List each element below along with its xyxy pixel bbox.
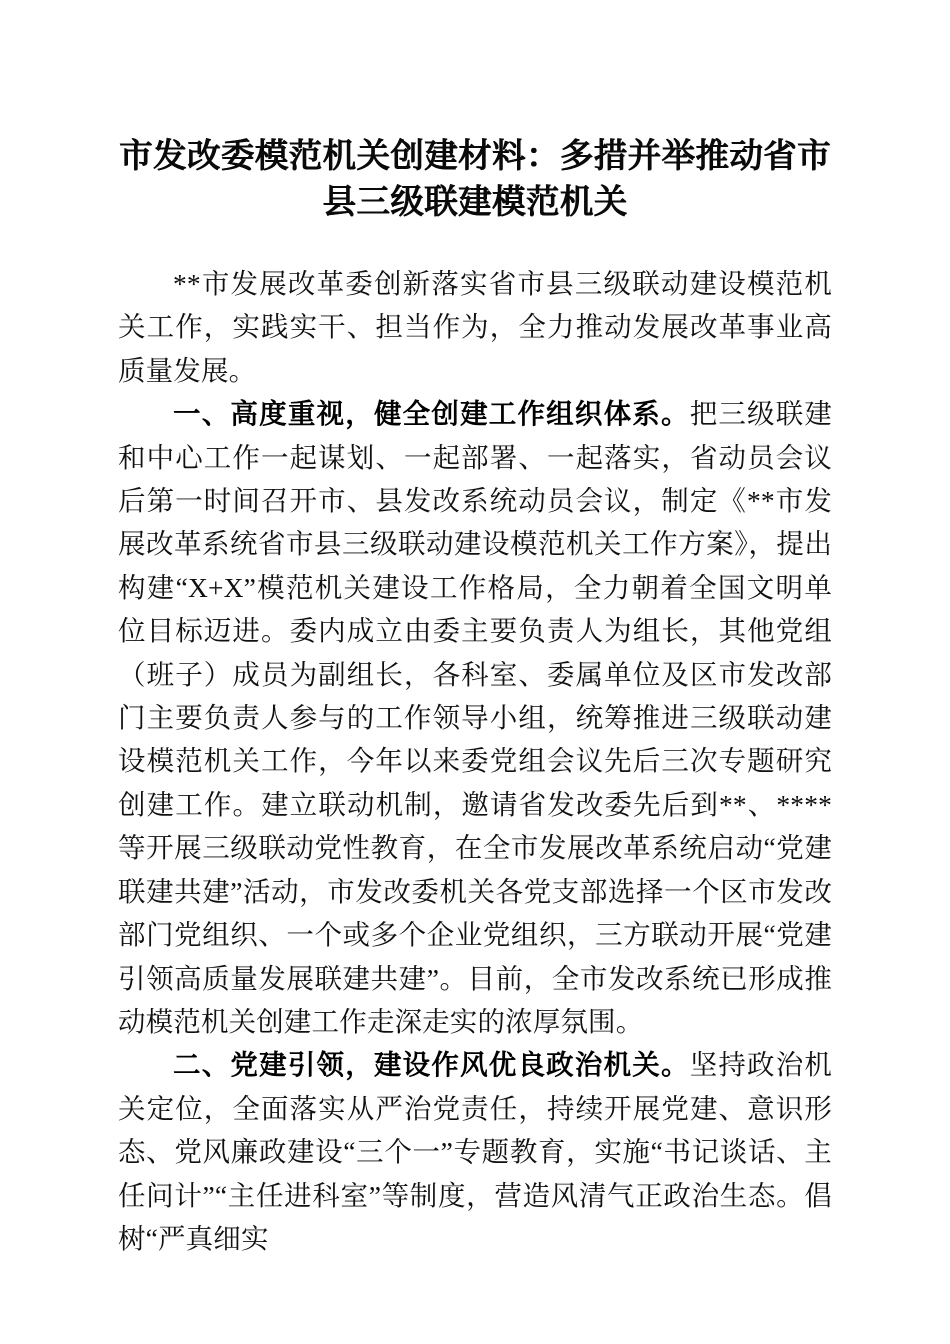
paragraph-intro	[118, 262, 832, 392]
section-heading-2: 二、党建引领，建设作风优良政治机关。	[173, 1049, 690, 1081]
paragraph-section-2	[118, 1043, 832, 1260]
section-heading-1: 一、高度重视，健全创建工作组织体系。	[173, 398, 690, 430]
page-title: 市发改委模范机关创建材料：多措并举推动省市县三级联建模范机关	[119, 138, 831, 221]
document-body	[118, 262, 832, 1260]
section-body-2: 坚持政治机关定位，全面落实从严治党责任，持续开展党建、意识形态、党风廉政建设“三个一”专题教育，实施“书记谈话、主任问计”“主任进科室”等制度，营造风清气正政治生态。倡树“严真细实	[118, 1049, 832, 1254]
paragraph-intro-text: **市发展改革委创新落实省市县三级联动建设模范机关工作，实践实干、担当作为，全力推动发展改革事业高质量发展。	[118, 268, 832, 386]
section-body-1: 把三级联建和中心工作一起谋划、一起部署、一起落实，省动员会议后第一时间召开市、县发改系统动员会议，制定《**市发展改革系统省市县三级联动建设模范机关工作方案》，提出构建“X+X”模范机关建设工作格局，全力朝着全国文明单位目标迈进。委内成立由委主要负责人为组长，其他党组（班子）成员为副组长，各科室、委属单位及区市发改部门主要负责人参与的工作领导小组，统筹推进三级联动建设模范机关工作，今年以来委党组会议先后三次专题研究创建工作。建立联动机制，邀请省发改委先后到**、****等开展三级联动党性教育，在全市发展改革系统启动“党建联建共建”活动，市发改委机关各党支部选择一个区市发改部门党组织、一个或多个企业党组织，三方联动开展“党建引领高质量发展联建共建”。目前，全市发改系统已形成推动模范机关创建工作走深走实的浓厚氛围。	[118, 398, 832, 1037]
paragraph-section-1	[118, 392, 832, 1043]
